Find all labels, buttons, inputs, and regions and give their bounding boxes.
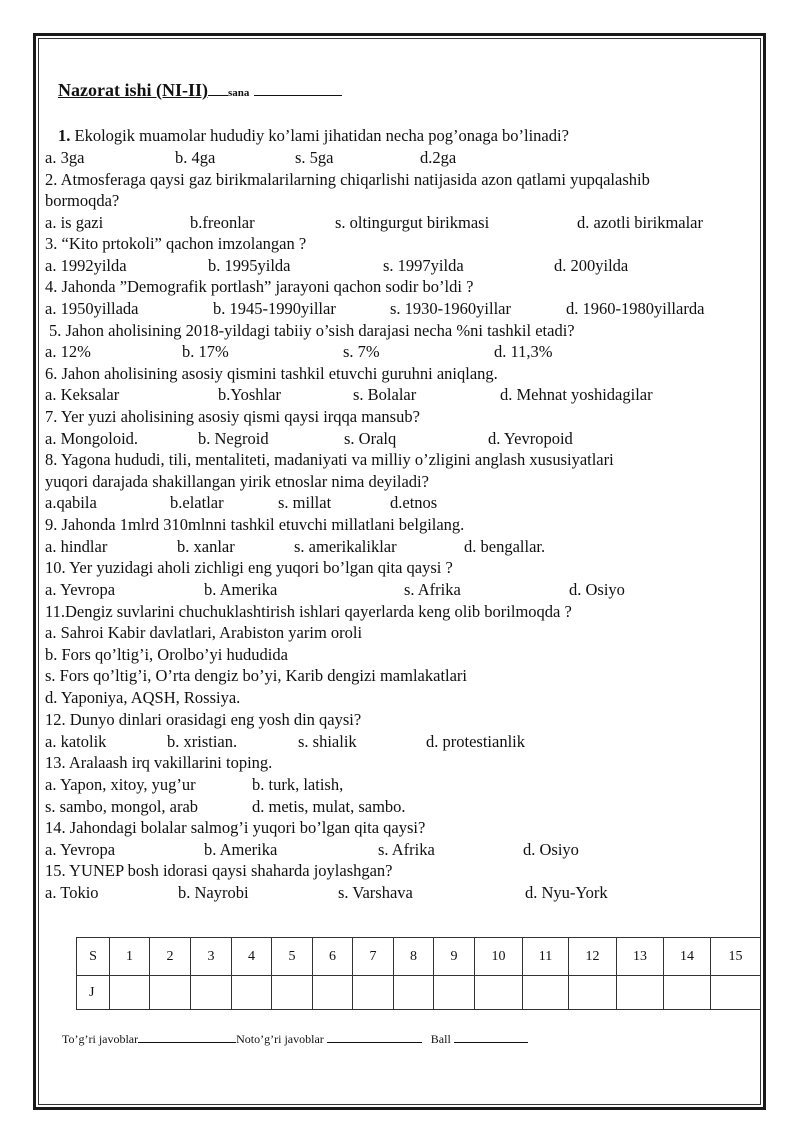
option[interactable]: d. azotli birikmalar (577, 213, 703, 232)
question-11: 11.Dengiz suvlarini chuchuklashtirish ishlari qayerlarda keng olib borilmoqda ? (45, 602, 572, 621)
option[interactable]: b. 4ga (175, 148, 216, 167)
score-label: Ball (430, 1032, 451, 1046)
correct-answers-blank[interactable] (138, 1042, 236, 1043)
option[interactable]: s. millat (278, 493, 332, 512)
option[interactable]: b. turk, latish, (252, 775, 344, 794)
option[interactable]: b. Amerika (204, 580, 278, 599)
question-number-cell: 7 (353, 938, 394, 976)
wrong-answers-label: Noto’g’ri javoblar (236, 1032, 324, 1046)
question-2-cont: bormoqda? (45, 191, 120, 210)
question-1: 1. Ekologik muamolar hududiy ko’lami jihatidan necha pog’onaga bo’linadi? (58, 126, 569, 145)
score-footer (62, 1032, 528, 1047)
question-number-cell: 12 (569, 938, 617, 976)
option[interactable]: a. katolik (45, 732, 107, 751)
date-label: sana (228, 87, 250, 99)
answer-cell[interactable] (313, 976, 353, 1010)
question-7: 7. Yer yuzi aholisining asosiy qismi qaysi irqqa mansub? (45, 407, 420, 426)
option[interactable]: a. Tokio (45, 883, 99, 902)
question-number-cell: 10 (475, 938, 523, 976)
answer-cell[interactable] (475, 976, 523, 1010)
option[interactable]: a. Yapon, xitoy, yug’ur (45, 775, 196, 794)
option[interactable]: b. Negroid (198, 429, 269, 448)
question-number-cell: 5 (272, 938, 313, 976)
question-number-cell: 14 (664, 938, 711, 976)
option[interactable]: d. 1960-1980yillarda (566, 299, 705, 318)
correct-answers-label: To’g’ri javoblar (62, 1032, 139, 1046)
question-8-cont: yuqori darajada shakillangan yirik etnoslar nima deyiladi? (45, 472, 429, 491)
option[interactable]: s. 1930-1960yillar (390, 299, 511, 318)
answer-cell[interactable] (394, 976, 434, 1010)
option[interactable]: a. Sahroi Kabir davlatlari, Arabiston yarim oroli (45, 623, 363, 642)
option[interactable]: s. sambo, mongol, arab (45, 797, 199, 816)
table-row-label: J (77, 976, 110, 1010)
option[interactable]: s. Varshava (338, 883, 413, 902)
option[interactable]: b. Nayrobi (178, 883, 249, 902)
option[interactable]: d. Osiyo (569, 580, 625, 599)
question-3: 3. “Kito prtokoli” qachon imzolangan ? (45, 234, 307, 253)
option[interactable]: d.etnos (390, 493, 438, 512)
question-9: 9. Jahonda 1mlrd 310mlnni tashkil etuvchi millatlani belgilang. (45, 515, 465, 534)
question-5: 5. Jahon aholisining 2018-yildagi tabiiy o’sish darajasi necha %ni tashkil etadi? (49, 321, 575, 340)
option[interactable]: b. Fors qo’ltig’i, Orolbo’yi hududida (45, 645, 288, 664)
option[interactable]: a. 3ga (45, 148, 85, 167)
question-8: 8. Yagona hududi, tili, mentaliteti, madaniyati va milliy o’zligini anglash xususiyatlari (45, 450, 614, 469)
question-number-cell: 11 (523, 938, 569, 976)
option[interactable]: a. hindlar (45, 537, 108, 556)
option[interactable]: d. 11,3% (494, 342, 553, 361)
option[interactable]: s. oltingurgut birikmasi (335, 213, 490, 232)
wrong-answers-blank[interactable] (327, 1042, 422, 1043)
option[interactable]: s. 7% (343, 342, 380, 361)
table-row-label: S (77, 938, 110, 976)
title-blank (208, 95, 228, 96)
question-2: 2. Atmosferaga qaysi gaz birikmalarilarning chiqarlishi natijasida azon qatlami yupqalashib (45, 170, 650, 189)
answer-cell[interactable] (523, 976, 569, 1010)
option[interactable]: a.qabila (45, 493, 97, 512)
question-10: 10. Yer yuzidagi aholi zichligi eng yuqori bo’lgan qita qaysi ? (45, 558, 453, 577)
option[interactable]: d. 200yilda (554, 256, 629, 275)
option[interactable]: b.elatlar (170, 493, 224, 512)
option[interactable]: a. 12% (45, 342, 91, 361)
question-number-cell: 6 (313, 938, 353, 976)
answer-cell[interactable] (150, 976, 191, 1010)
answer-table (76, 937, 761, 1010)
answer-table-answer-row (77, 976, 761, 1010)
option[interactable]: b.freonlar (190, 213, 255, 232)
option[interactable]: s. Afrika (404, 580, 461, 599)
question-6: 6. Jahon aholisining asosiy qismini tashkil etuvchi guruhni aniqlang. (45, 364, 498, 383)
option[interactable]: d. protestianlik (426, 732, 525, 751)
question-4: 4. Jahonda ”Demografik portlash” jarayoni qachon sodir bo’ldi ? (45, 277, 474, 296)
answer-cell[interactable] (353, 976, 394, 1010)
option[interactable]: d. bengallar. (464, 537, 546, 556)
page-title: Nazorat ishi (NI-II) (58, 80, 208, 100)
question-13: 13. Aralaash irq vakillarini toping. (45, 753, 273, 772)
score-blank[interactable] (454, 1042, 528, 1043)
option[interactable]: b. Amerika (204, 840, 278, 859)
answer-cell[interactable] (110, 976, 150, 1010)
option[interactable]: b. 1995yilda (208, 256, 291, 275)
option[interactable]: d. Yaponiya, AQSH, Rossiya. (45, 688, 241, 707)
option[interactable]: b.Yoshlar (218, 385, 281, 404)
option[interactable]: d. Osiyo (523, 840, 579, 859)
option[interactable]: s. amerikaliklar (294, 537, 397, 556)
answer-cell[interactable] (664, 976, 711, 1010)
question-14: 14. Jahondagi bolalar salmog’i yuqori bo’lgan qita qaysi? (45, 818, 426, 837)
question-number-cell: 13 (617, 938, 664, 976)
option[interactable]: b. xanlar (177, 537, 235, 556)
option[interactable]: d. Nyu-York (525, 883, 608, 902)
option[interactable]: a. Yevropa (45, 580, 116, 599)
question-number-cell: 4 (232, 938, 272, 976)
answer-cell[interactable] (272, 976, 313, 1010)
option[interactable]: s. Afrika (378, 840, 435, 859)
option[interactable]: s. Oralq (344, 429, 397, 448)
option[interactable]: b. 17% (182, 342, 229, 361)
answer-cell[interactable] (434, 976, 475, 1010)
option[interactable]: d.2ga (420, 148, 457, 167)
option[interactable]: a. 1992yilda (45, 256, 127, 275)
option[interactable]: s. shialik (298, 732, 357, 751)
option[interactable]: s. 5ga (295, 148, 334, 167)
answer-cell[interactable] (617, 976, 664, 1010)
option[interactable]: b. xristian. (167, 732, 238, 751)
option[interactable]: s. Bolalar (353, 385, 417, 404)
option[interactable]: a. Mongoloid. (45, 429, 139, 448)
option[interactable]: d. Mehnat yoshidagilar (500, 385, 653, 404)
option[interactable]: b. 1945-1990yillar (213, 299, 336, 318)
option[interactable]: s. Fors qo’ltig’i, O’rta dengiz bo’yi, Karib dengizi mamlakatlari (45, 666, 468, 685)
option[interactable]: d. metis, mulat, sambo. (252, 797, 406, 816)
option[interactable]: a. 1950yillada (45, 299, 139, 318)
option[interactable]: a. is gazi (45, 213, 104, 232)
date-blank[interactable] (254, 95, 342, 96)
question-12: 12. Dunyo dinlari orasidagi eng yosh din qaysi? (45, 710, 362, 729)
question-number-cell: 2 (150, 938, 191, 976)
question-15: 15. YUNEP bosh idorasi qaysi shaharda joylashgan? (45, 861, 393, 880)
question-number-cell: 1 (110, 938, 150, 976)
question-number-cell: 9 (434, 938, 475, 976)
question-number-cell: 3 (191, 938, 232, 976)
answer-cell[interactable] (569, 976, 617, 1010)
answer-cell[interactable] (711, 976, 761, 1010)
option[interactable]: a. Keksalar (45, 385, 120, 404)
option[interactable]: s. 1997yilda (383, 256, 464, 275)
question-number-cell: 15 (711, 938, 761, 976)
option[interactable]: a. Yevropa (45, 840, 116, 859)
option[interactable]: d. Yevropoid (488, 429, 573, 448)
answer-cell[interactable] (191, 976, 232, 1010)
answer-cell[interactable] (232, 976, 272, 1010)
header (58, 80, 342, 101)
answer-table-header-row (77, 938, 761, 976)
question-number-cell: 8 (394, 938, 434, 976)
